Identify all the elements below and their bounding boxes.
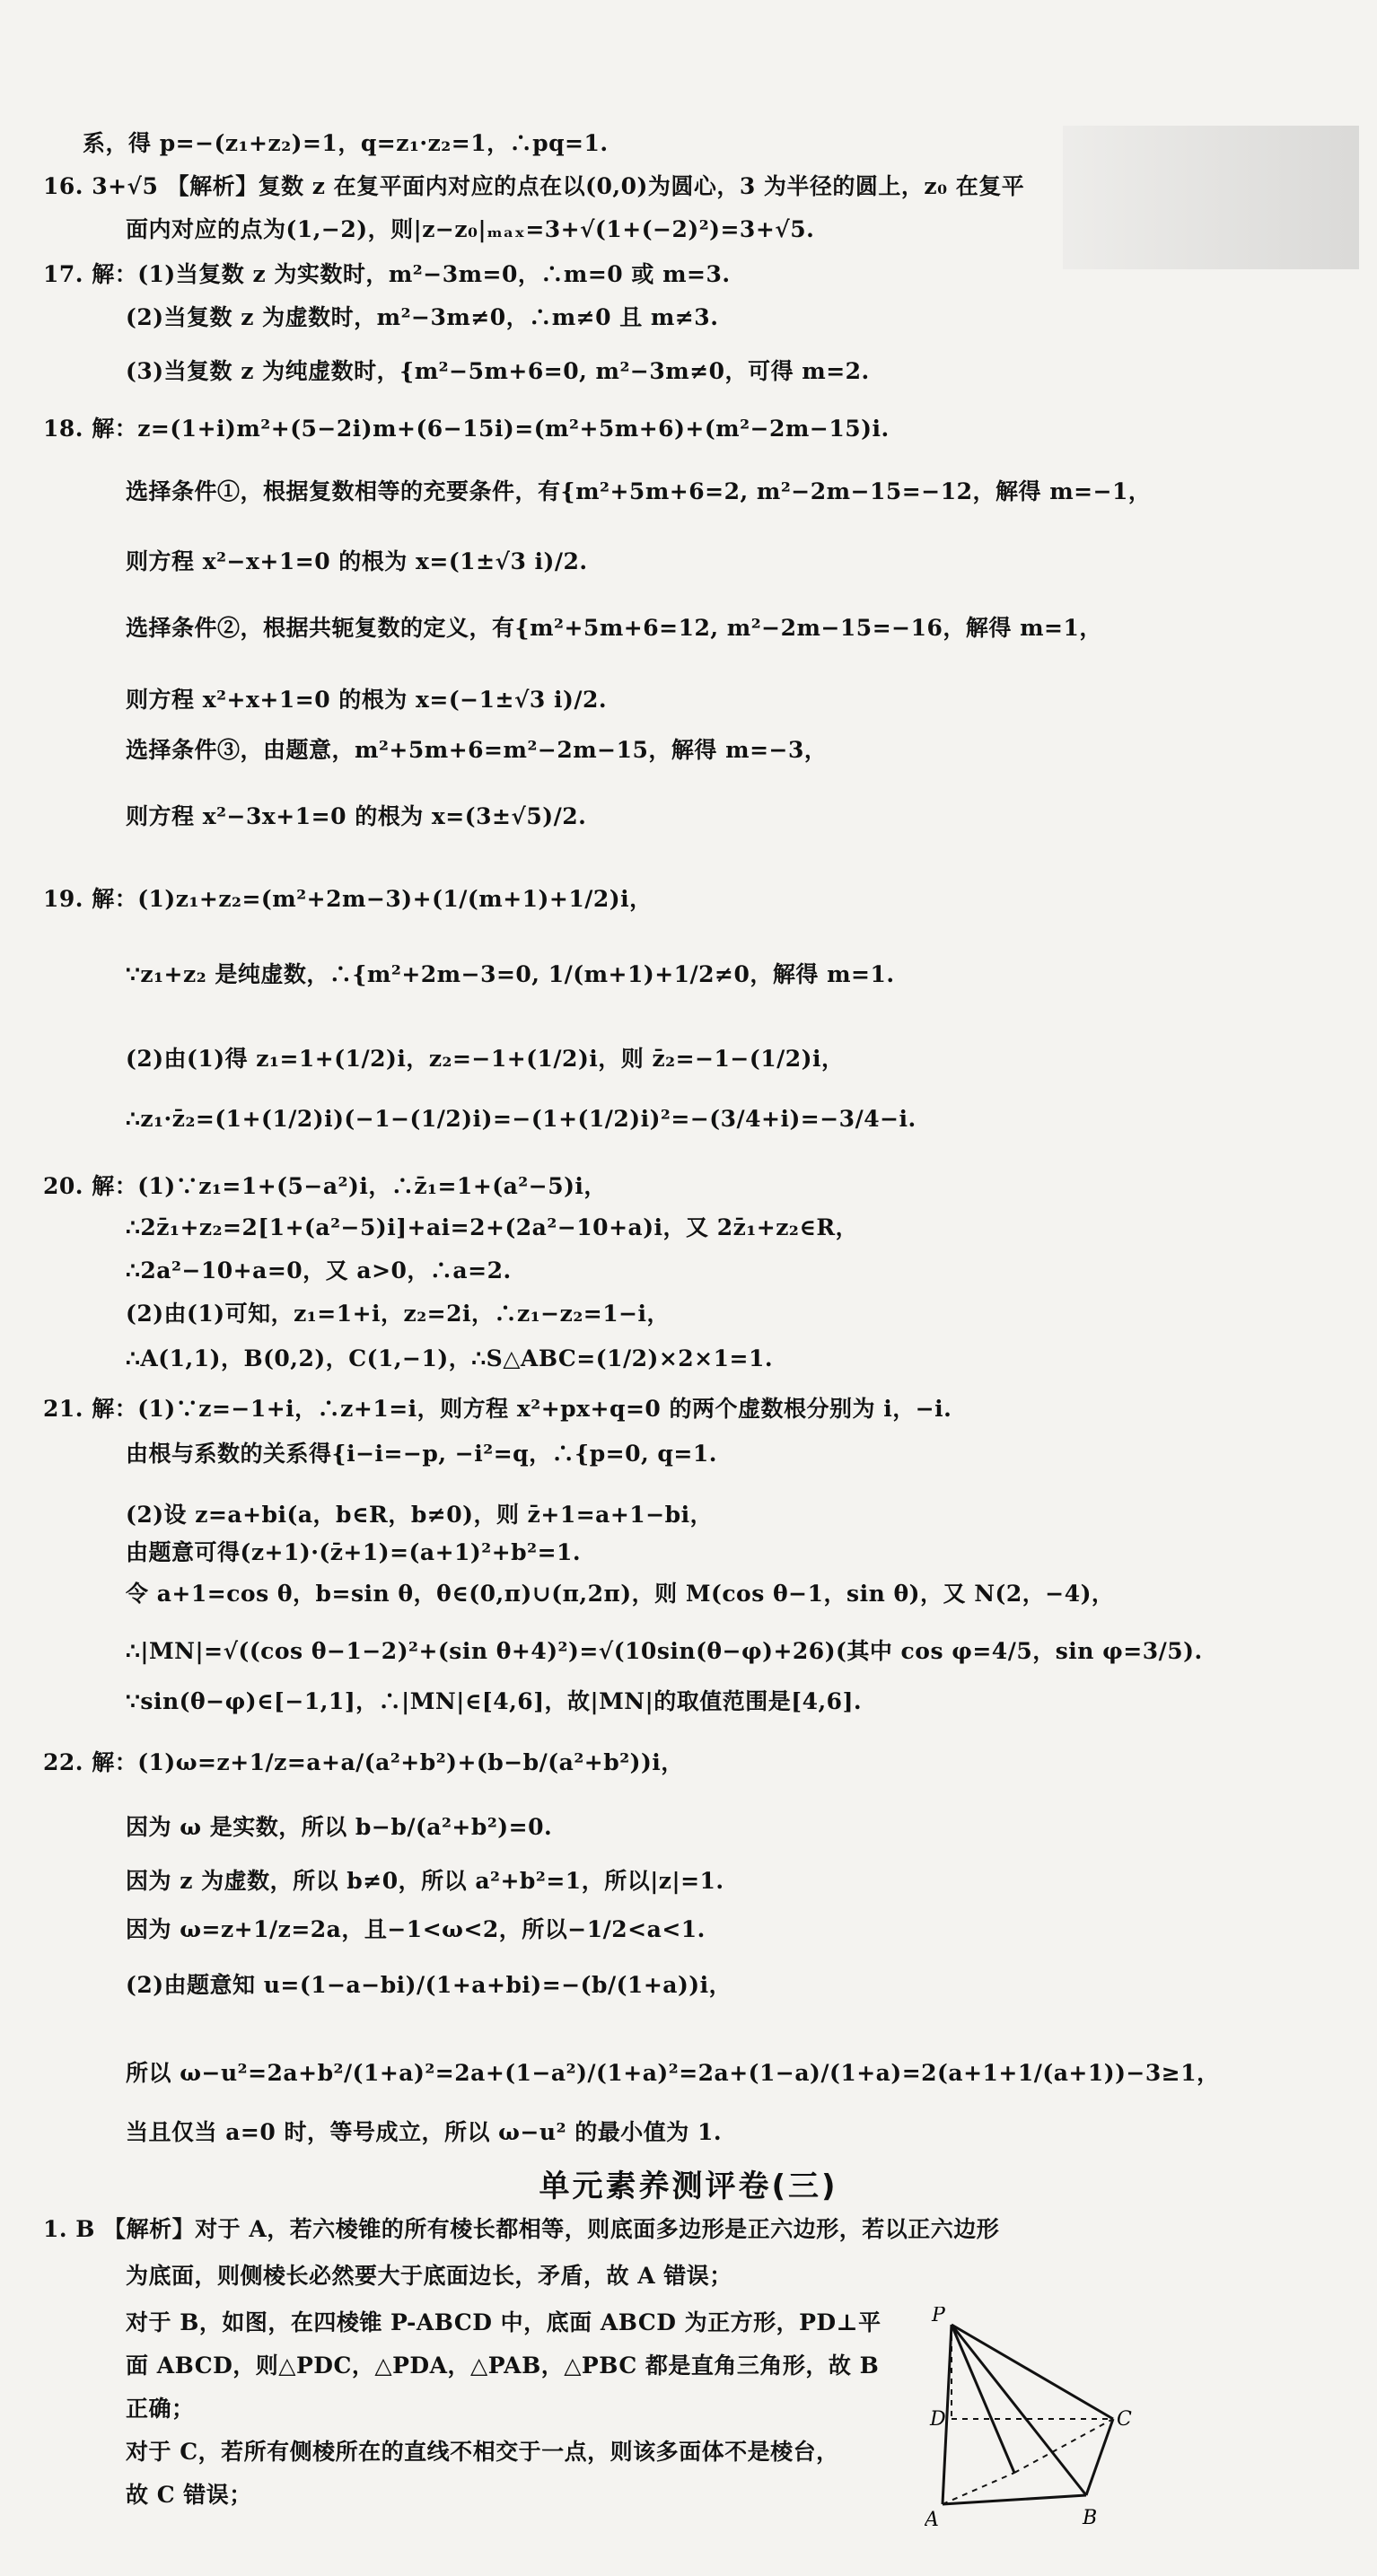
text-line: 选择条件②，根据共轭复数的定义，有{m²+5m+6=12, m²−2m−15=−16，解得 m=1，: [126, 615, 1102, 641]
text-line: 则方程 x²+x+1=0 的根为 x=(−1±√3 i)/2.: [126, 687, 608, 713]
text-line: 对于 C，若所有侧棱所在的直线不相交于一点，则该多面体不是棱台，: [126, 2439, 839, 2465]
text-line: 1. B 【解析】对于 A，若六棱锥的所有棱长都相等，则底面多边形是正六边形，若以正六边形: [43, 2216, 1000, 2242]
text-line: 因为 ω=z+1/z=2a，且−1<ω<2，所以−1/2<a<1.: [126, 1916, 706, 1942]
text-line: 所以 ω−u²=2a+b²/(1+a)²=2a+(1−a²)/(1+a)²=2a+(1−a)/(1+a)=2(a+1+1/(a+1))−3≥1，: [126, 2060, 1220, 2086]
text-line: 故 C 错误；: [126, 2482, 252, 2508]
text-line: ∴z₁·z̄₂=(1+(1/2)i)(−1−(1/2)i)=−(1+(1/2)i)²=−(3/4+i)=−3/4−i.: [126, 1106, 917, 1132]
section-title: 单元素养测评卷(三): [539, 2169, 838, 2204]
text-line: 22. 解：(1)ω=z+1/z=a+a/(a²+b²)+(b−b/(a²+b²))i，: [43, 1749, 684, 1775]
text-line: 正确；: [126, 2396, 195, 2422]
text-line: (3)当复数 z 为纯虚数时，{m²−5m+6=0, m²−3m≠0，可得 m=2.: [126, 358, 870, 384]
text-line: 由根与系数的关系得{i−i=−p, −i²=q，∴{p=0, q=1.: [126, 1441, 717, 1467]
text-line: 系，得 p=−(z₁+z₂)=1，q=z₁·z₂=1，∴pq=1.: [83, 130, 609, 156]
text-line: 由题意可得(z+1)·(z̄+1)=(a+1)²+b²=1.: [126, 1539, 582, 1565]
text-line: ∴|MN|=√((cos θ−1−2)²+(sin θ+4)²)=√(10sin(θ−φ)+26)(其中 cos φ=4/5，sin φ=3/5).: [126, 1638, 1203, 1664]
text-line: 面内对应的点为(1,−2)，则|z−z₀|ₘₐₓ=3+√(1+(−2)²)=3+√5.: [126, 216, 815, 242]
text-line: (2)由(1)得 z₁=1+(1/2)i，z₂=−1+(1/2)i，则 z̄₂=−1−(1/2)i，: [126, 1046, 845, 1072]
text-line: 21. 解：(1)∵z=−1+i，∴z+1=i，则方程 x²+px+q=0 的两个虚数根分别为 i，−i.: [43, 1396, 952, 1422]
text-line: 则方程 x²−x+1=0 的根为 x=(1±√3 i)/2.: [126, 548, 588, 574]
text-line: ∵sin(θ−φ)∈[−1,1]，∴|MN|∈[4,6]，故|MN|的取值范围是[4,6].: [126, 1688, 863, 1714]
page-footer-mark: [610, 2522, 790, 2531]
text-line: 令 a+1=cos θ，b=sin θ，θ∈(0,π)∪(π,2π)，则 M(cos θ−1，sin θ)，又 N(2，−4)，: [126, 1581, 1115, 1607]
figure-label-d: D: [930, 2408, 946, 2431]
text-line: 选择条件③，由题意，m²+5m+6=m²−2m−15，解得 m=−3，: [126, 737, 828, 763]
text-line: (2)由题意知 u=(1−a−bi)/(1+a+bi)=−(b/(1+a))i，: [126, 1972, 732, 1998]
text-line: 为底面，则侧棱长必然要大于底面边长，矛盾，故 A 错误；: [126, 2263, 732, 2289]
text-line: 20. 解：(1)∵z₁=1+(5−a²)i，∴z̄₁=1+(a²−5)i，: [43, 1173, 607, 1199]
bleed-through-shadow: [1063, 126, 1359, 269]
figure-label-a: A: [925, 2509, 939, 2531]
text-line: 因为 z 为虚数，所以 b≠0，所以 a²+b²=1，所以|z|=1.: [126, 1868, 724, 1894]
text-line: 因为 ω 是实数，所以 b−b/(a²+b²)=0.: [126, 1814, 553, 1840]
figure-label-c: C: [1117, 2408, 1132, 2431]
text-line: 对于 B，如图，在四棱锥 P-ABCD 中，底面 ABCD 为正方形，PD⊥平: [126, 2309, 881, 2335]
text-line: 16. 3+√5 【解析】复数 z 在复平面内对应的点在以(0,0)为圆心，3 为半径的圆上，z₀ 在复平: [43, 173, 1025, 199]
text-line: 选择条件①，根据复数相等的充要条件，有{m²+5m+6=2, m²−2m−15=−12，解得 m=−1，: [126, 478, 1152, 504]
text-line: (2)由(1)可知，z₁=1+i，z₂=2i，∴z₁−z₂=1−i，: [126, 1301, 671, 1327]
text-line: 19. 解：(1)z₁+z₂=(m²+2m−3)+(1/(m+1)+1/2)i，: [43, 886, 653, 912]
figure-label-b: B: [1083, 2507, 1098, 2529]
text-line: 17. 解：(1)当复数 z 为实数时，m²−3m=0，∴m=0 或 m=3.: [43, 261, 731, 287]
text-line: 18. 解：z=(1+i)m²+(5−2i)m+(6−15i)=(m²+5m+6)+(m²−2m−15)i.: [43, 416, 890, 442]
text-line: ∴A(1,1)，B(0,2)，C(1,−1)，∴S△ABC=(1/2)×2×1=1.: [126, 1345, 774, 1371]
text-line: 则方程 x²−3x+1=0 的根为 x=(3±√5)/2.: [126, 803, 587, 829]
figure-label-p: P: [932, 2307, 945, 2326]
text-line: ∴2a²−10+a=0，又 a>0，∴a=2.: [126, 1257, 512, 1284]
text-line: 面 ABCD，则△PDC，△PDA，△PAB，△PBC 都是直角三角形，故 B: [126, 2353, 880, 2379]
text-line: (2)设 z=a+bi(a，b∈R，b≠0)，则 z̄+1=a+1−bi，: [126, 1502, 714, 1528]
pyramid-figure: [925, 2307, 1140, 2531]
text-line: (2)当复数 z 为虚数时，m²−3m≠0，∴m≠0 且 m≠3.: [126, 304, 719, 330]
text-line: 当且仅当 a=0 时，等号成立，所以 ω−u² 的最小值为 1.: [126, 2119, 723, 2145]
text-line: ∵z₁+z₂ 是纯虚数，∴{m²+2m−3=0, 1/(m+1)+1/2≠0，解得 m=1.: [126, 961, 895, 987]
text-line: ∴2z̄₁+z₂=2[1+(a²−5)i]+ai=2+(2a²−10+a)i，又 2z̄₁+z₂∈R，: [126, 1214, 859, 1240]
